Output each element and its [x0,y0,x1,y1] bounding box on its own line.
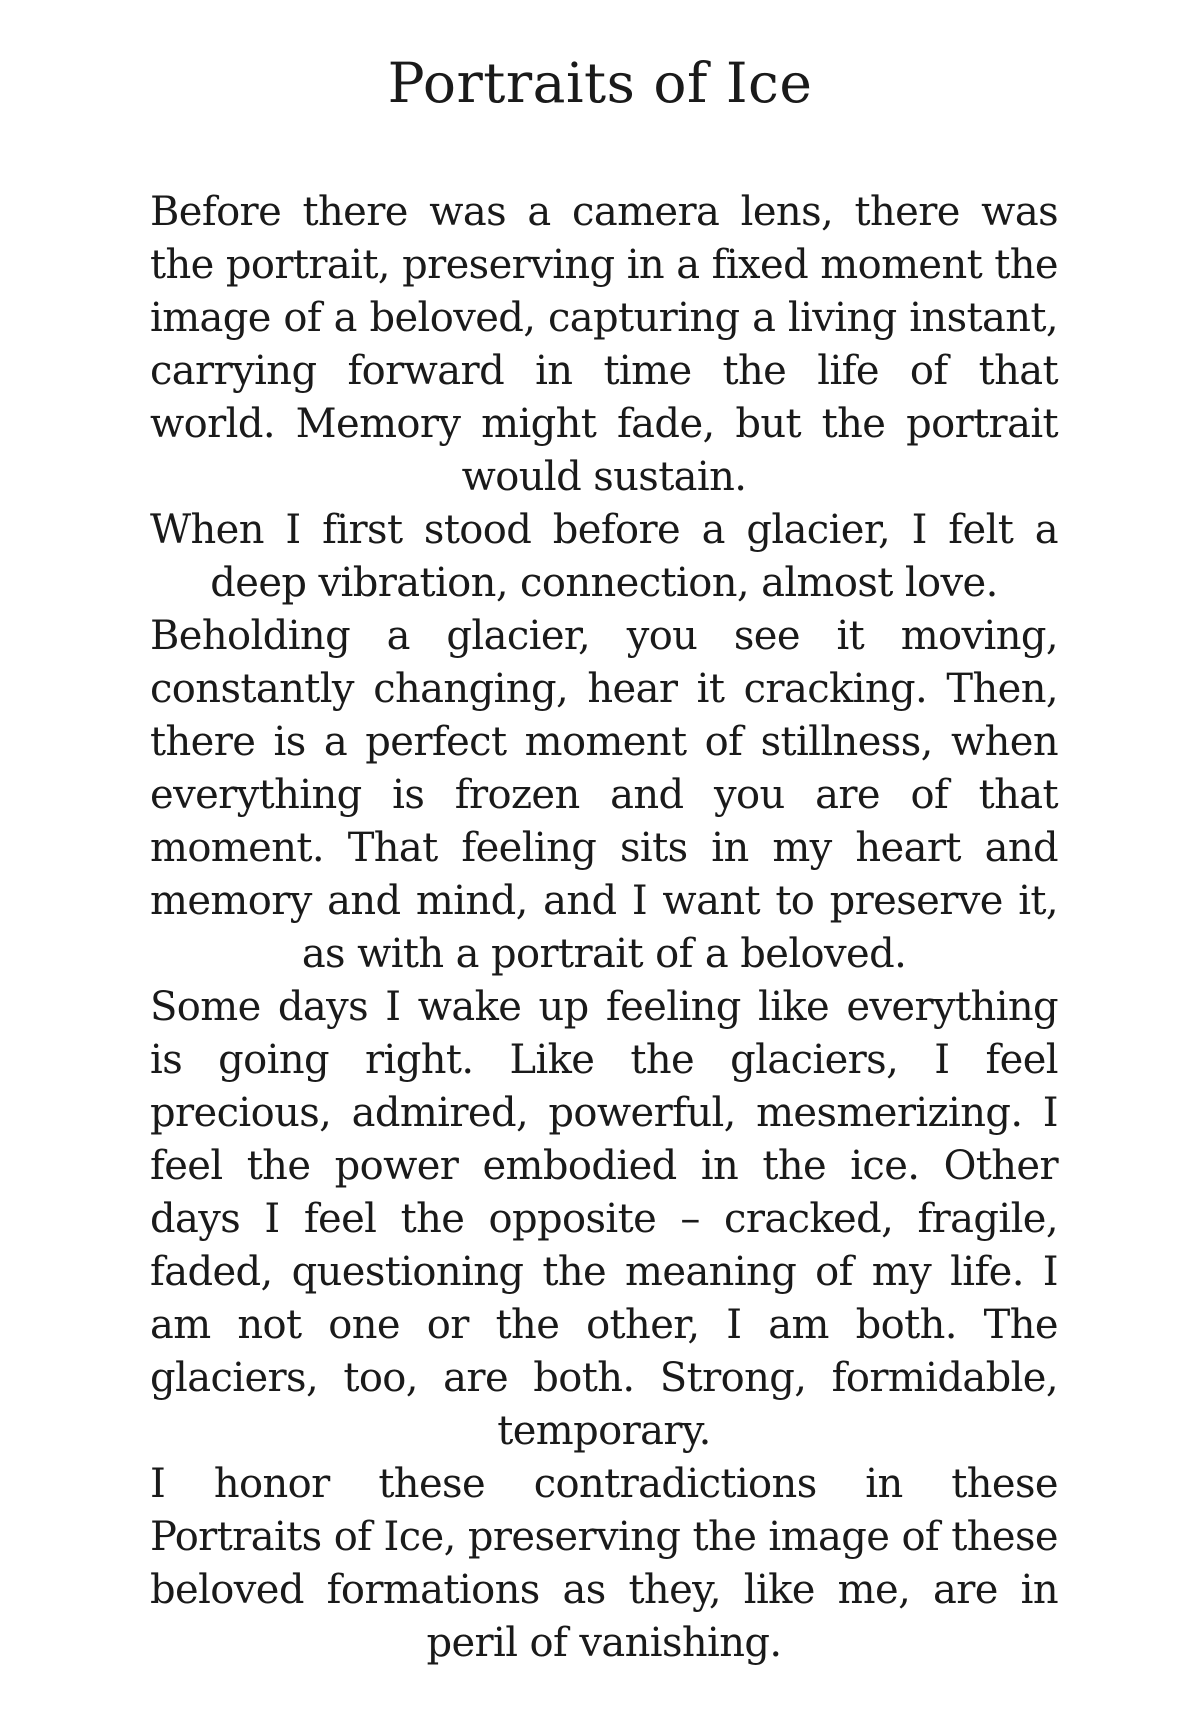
paragraph-5: I honor these contradictions in these Portraits of Ice, preserving the image of these beloved formations as they, like me, are in peril of vanishing. [150,1461,1058,1666]
paragraph-1: Before there was a camera lens, there was the portrait, preserving in a fixed moment the image of a beloved, capturing a living instant, carrying forward in time the life of that world. Memory might fade, but the portrait would sustain. [150,189,1058,500]
paragraph-2: When I first stood before a glacier, I felt a deep vibration, connection, almost love. [150,507,1058,606]
paragraph-3: Beholding a glacier, you see it moving, constantly changing, hear it cracking. Then, there is a perfect moment of stillness, when everything is frozen and you are of that moment. That feeling sits in my heart and memory and mind, and I want to preserve it, as with a portrait of a beloved. [150,613,1058,977]
paragraph-4: Some days I wake up feeling like everything is going right. Like the glaciers, I feel precious, admired, powerful, mesmerizing. I feel the power embodied in the ice. Other days I feel the opposite – cracked, fragile, faded, questioning the meaning of my life. I am not one or the other, I am both. The glaciers, too, are both. Strong, formidable, temporary. [150,984,1058,1454]
document-title: Portraits of Ice [387,51,813,115]
document-body [150,186,1058,1670]
